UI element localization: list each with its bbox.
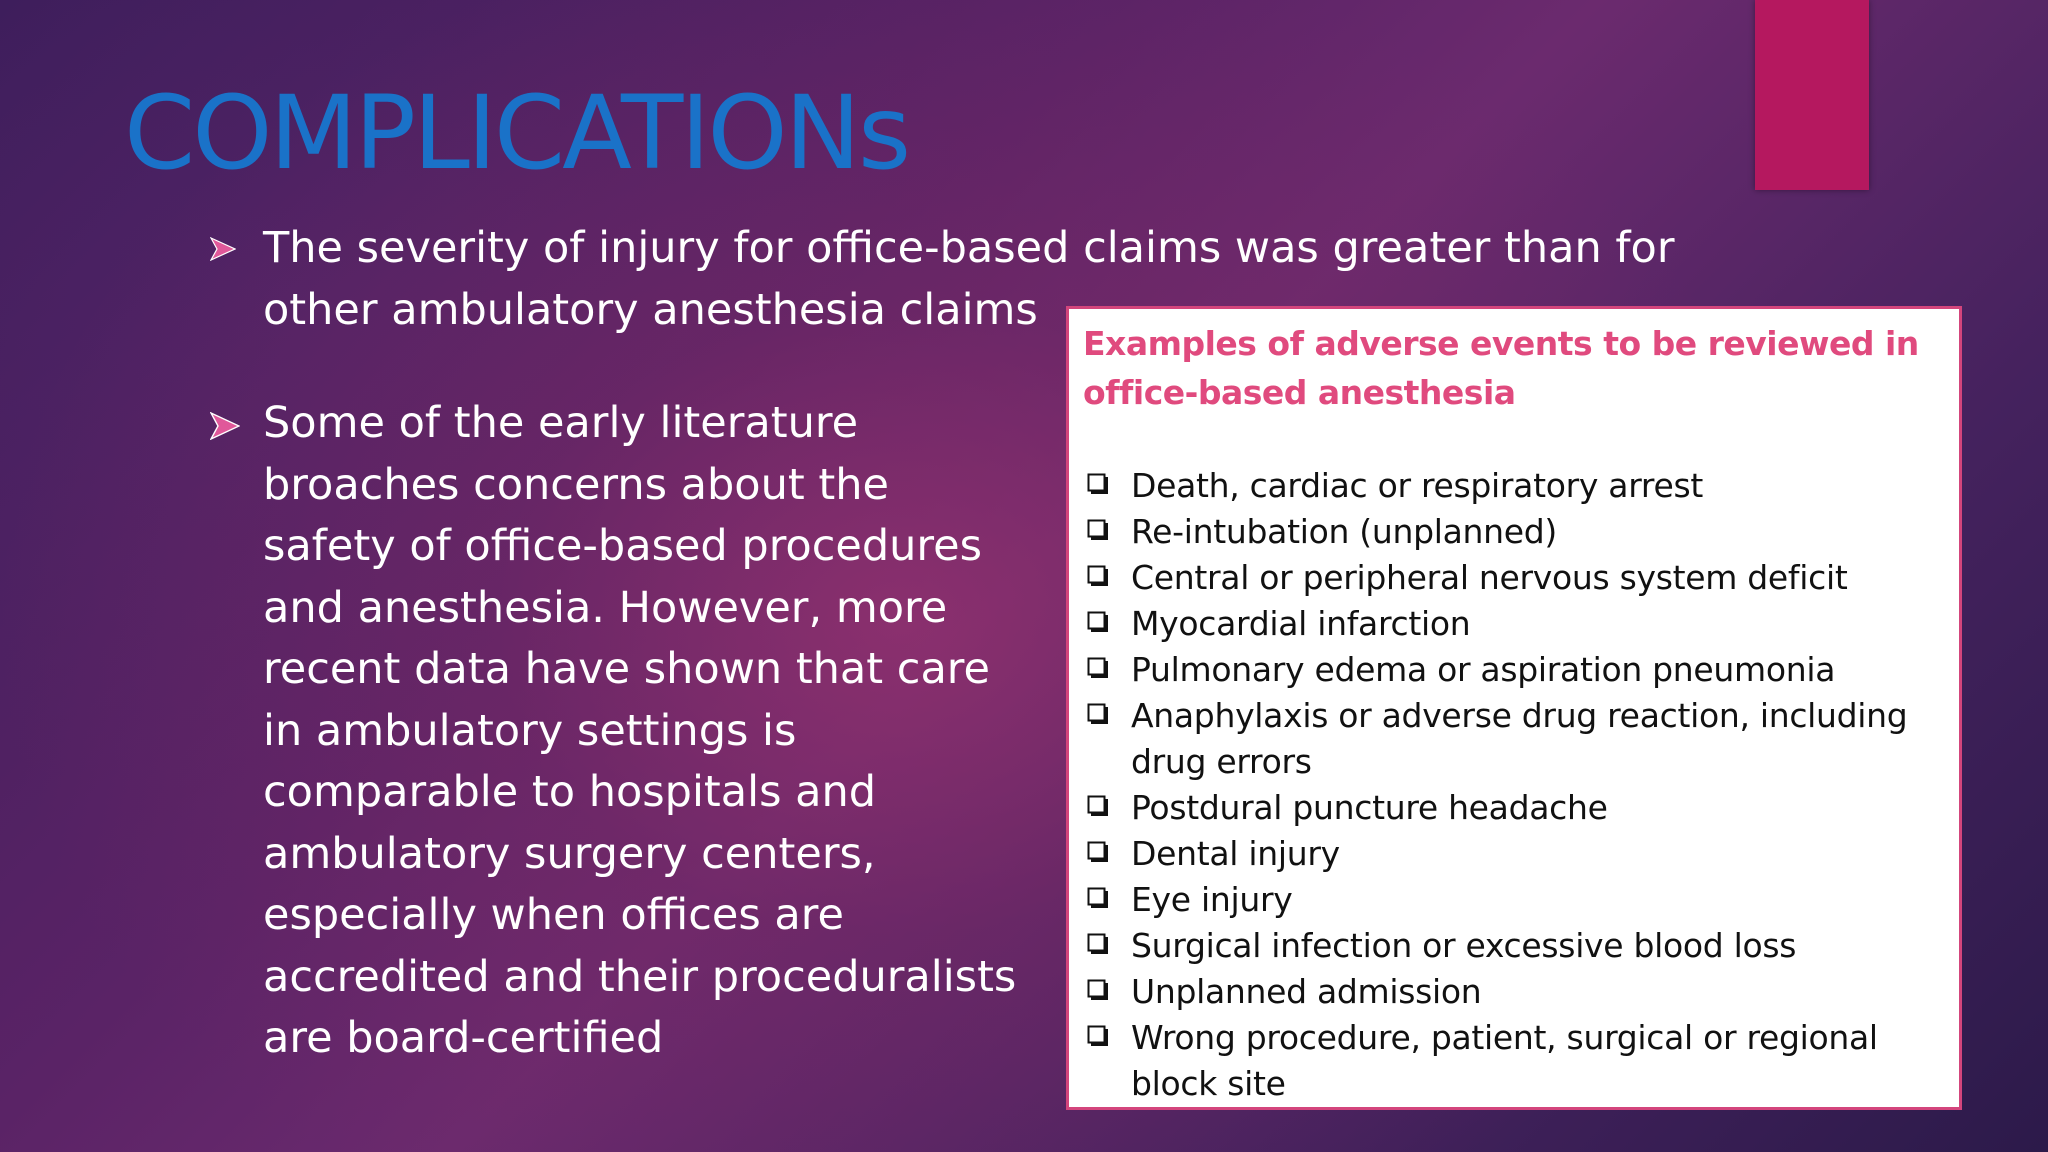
adverse-event-text: Eye injury <box>1131 880 1293 919</box>
adverse-event-item <box>1083 877 1951 923</box>
slide-title: COMPLICATIONs <box>124 74 909 193</box>
adverse-event-text: Wrong procedure, patient, surgical or regional block site <box>1131 1018 1878 1103</box>
checkbox-icon <box>1087 565 1109 587</box>
checkbox-icon <box>1087 473 1109 495</box>
adverse-event-text: Postdural puncture headache <box>1131 788 1608 827</box>
adverse-event-item <box>1083 463 1951 509</box>
adverse-event-item <box>1083 509 1951 555</box>
adverse-event-text: Myocardial infarction <box>1131 604 1471 643</box>
adverse-event-text: Anaphylaxis or adverse drug reaction, including drug errors <box>1131 696 1908 781</box>
checkbox-icon <box>1087 887 1109 909</box>
adverse-event-text: Pulmonary edema or aspiration pneumonia <box>1131 650 1836 689</box>
arrow-bullet-icon <box>208 393 244 454</box>
checkbox-icon <box>1087 1025 1109 1047</box>
adverse-event-text: Re-intubation (unplanned) <box>1131 512 1557 551</box>
bullet-text: The severity of injury for office-based claims was greater than for other ambulatory anesthesia claims <box>263 223 1675 335</box>
checkbox-icon <box>1087 841 1109 863</box>
bullet-text: Some of the early literature broaches concerns about the safety of office-based procedures and anesthesia. However, more recent data have shown that care in ambulatory settings is comparable to hospitals and ambulatory surgery centers, especially when offices are accredited and their proceduralists are board-certified <box>263 398 1017 1063</box>
adverse-event-text: Surgical infection or excessive blood loss <box>1131 926 1797 965</box>
adverse-event-text: Dental injury <box>1131 834 1340 873</box>
adverse-events-box <box>1066 306 1962 1110</box>
adverse-event-item <box>1083 969 1951 1015</box>
adverse-event-text: Unplanned admission <box>1131 972 1482 1011</box>
checkbox-icon <box>1087 979 1109 1001</box>
accent-bar <box>1755 0 1869 190</box>
checkbox-icon <box>1087 611 1109 633</box>
checkbox-icon <box>1087 657 1109 679</box>
checkbox-icon <box>1087 703 1109 725</box>
adverse-event-item <box>1083 785 1951 831</box>
adverse-event-item <box>1083 923 1951 969</box>
checkbox-icon <box>1087 519 1109 541</box>
adverse-events-heading: Examples of adverse events to be reviewed in office-based anesthesia <box>1083 324 1919 412</box>
adverse-event-item <box>1083 601 1951 647</box>
adverse-event-item <box>1083 1015 1951 1107</box>
adverse-event-text: Central or peripheral nervous system deficit <box>1131 558 1848 597</box>
checkbox-icon <box>1087 933 1109 955</box>
arrow-bullet-icon <box>208 218 244 279</box>
checkbox-icon <box>1087 795 1109 817</box>
adverse-event-item <box>1083 647 1951 693</box>
adverse-events-list <box>1083 463 1945 1107</box>
adverse-event-item <box>1083 831 1951 877</box>
adverse-event-item <box>1083 693 1951 785</box>
adverse-event-item <box>1083 555 1951 601</box>
adverse-event-text: Death, cardiac or respiratory arrest <box>1131 466 1703 505</box>
